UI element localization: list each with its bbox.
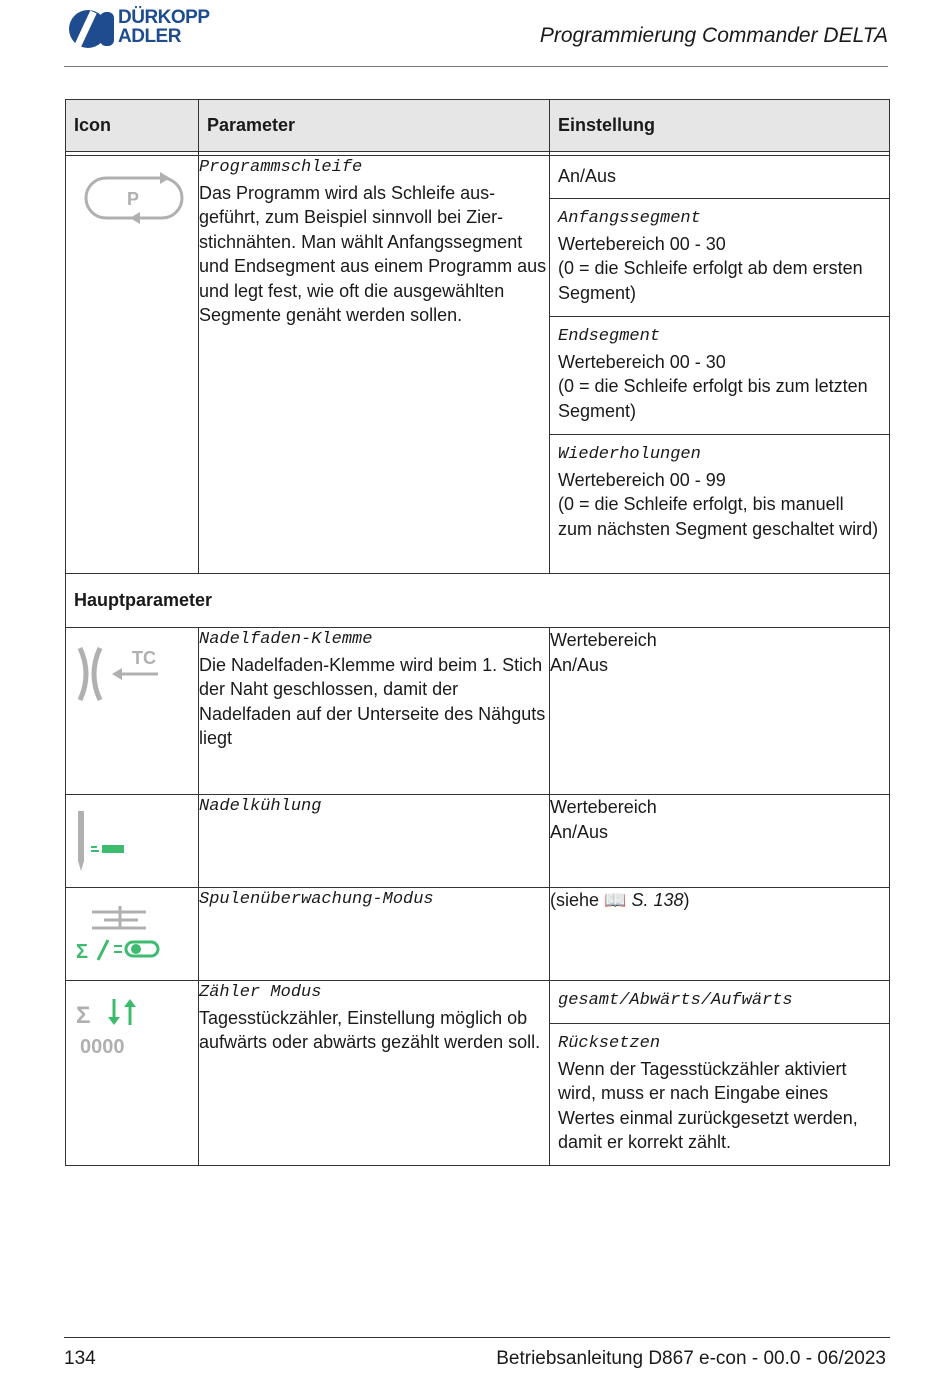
counter-reset-text: Wenn der Tagesstückzähler aktiviert wird, muss er nach Eingabe eines Wertes einmal zurückgesetzt werden, damit er korrekt zählt. <box>558 1058 858 1152</box>
book-icon: 📖 <box>604 890 627 910</box>
counter-reset-title: Rücksetzen <box>558 1034 661 1053</box>
loop-onoff <box>550 156 889 199</box>
header-icon: Icon <box>66 100 199 152</box>
thread-clamp-icon <box>76 644 176 704</box>
clamp-setting-cell <box>550 628 890 795</box>
loop-onoff-text: An/Aus <box>558 166 617 186</box>
table-row <box>66 628 890 795</box>
cooling-name: Nadelkühlung <box>199 797 322 816</box>
loop-start-segment <box>550 199 889 317</box>
page-header-title: Programmierung Commander DELTA <box>539 24 888 47</box>
header-parameter: Parameter <box>199 100 550 152</box>
clamp-parameter-cell <box>199 628 550 795</box>
loop-repetitions <box>550 435 889 547</box>
bobbin-parameter-cell <box>199 888 550 981</box>
cooling-parameter-cell <box>199 795 550 888</box>
header-divider <box>64 66 888 67</box>
counter-mode-icon <box>76 997 166 1057</box>
clamp-setting-onoff: An/Aus <box>550 654 609 675</box>
counter-reset-setting <box>550 1024 889 1161</box>
section-title: Hauptparameter <box>66 574 890 628</box>
repetitions-note: (0 = die Schleife erfolgt, bis manuell zum nächsten Segment geschaltet wird) <box>558 494 879 539</box>
counter-description: Tagesstückzähler, Einstellung möglich ob aufwärts oder abwärts gezählt werden soll. <box>199 1007 541 1052</box>
cooling-setting-onoff: An/Aus <box>550 821 609 842</box>
end-segment-note: (0 = die Schleife erfolgt bis zum letzten Segment) <box>558 376 868 421</box>
repetitions-title: Wiederholungen <box>558 445 701 464</box>
parameter-table <box>65 99 890 1166</box>
cooling-setting-cell <box>550 795 890 888</box>
loop-description: Das Programm wird als Schleife ausgeführt, zum Beispiel sinnvoll bei Zierstichnähten. Man wählt Anfangssegment und Endsegment aus einem Programm aus und legt fest, wie oft die ausgewählten Segmente genäht werden sollen. <box>199 182 547 325</box>
page-number: 134 <box>64 1348 96 1369</box>
table-row <box>66 888 890 981</box>
end-segment-title: Endsegment <box>558 327 661 346</box>
needle-cooling-icon <box>74 811 134 875</box>
table-header-row <box>66 100 890 152</box>
table-row <box>66 156 890 574</box>
program-loop-icon <box>76 168 192 228</box>
bobbin-setting-cell <box>550 888 890 981</box>
loop-icon-cell <box>66 156 199 574</box>
brand-name <box>118 8 210 46</box>
cooling-setting-range: Wertebereich <box>550 797 657 817</box>
counter-mode-title: gesamt/Abwärts/Aufwärts <box>558 991 793 1010</box>
loop-name: Programmschleife <box>199 158 363 177</box>
svg-text:Σ: Σ <box>76 1002 91 1029</box>
clamp-icon-cell <box>66 628 199 795</box>
loop-setting-cell <box>550 156 890 574</box>
section-row <box>66 574 890 628</box>
svg-text:Σ: Σ <box>76 941 89 963</box>
clamp-setting-range: Wertebereich <box>550 630 657 650</box>
clamp-name: Nadelfaden-Klemme <box>199 630 373 649</box>
start-segment-title: Anfangssegment <box>558 209 701 228</box>
start-segment-note: (0 = die Schleife erfolgt ab dem ersten Segment) <box>558 258 863 303</box>
clamp-description: Die Nadelfaden-Klemme wird beim 1. Stich der Naht geschlossen, damit der Nadelfaden auf der Unterseite des Nähguts liegt <box>199 654 546 748</box>
bobbin-ref-suffix: ) <box>683 890 690 910</box>
clamp-icon-label: TC <box>132 648 156 668</box>
start-segment-range: Wertebereich 00 - 30 <box>558 233 726 254</box>
bobbin-icon-cell <box>66 888 199 981</box>
loop-end-segment <box>550 317 889 435</box>
bobbin-name: Spulenüberwachung-Modus <box>199 890 434 909</box>
table-row <box>66 981 890 1166</box>
counter-parameter-cell <box>199 981 550 1166</box>
document-reference: Betriebsanleitung D867 e-con - 00.0 - 06/2023 <box>496 1348 886 1369</box>
footer-divider <box>64 1337 890 1338</box>
loop-parameter-cell <box>199 156 550 574</box>
counter-name: Zähler Modus <box>199 983 322 1002</box>
counter-icon-digits: 0000 <box>80 1036 125 1057</box>
loop-icon-letter: P <box>127 189 140 209</box>
brand-line-1: DÜRKOPP <box>118 7 210 28</box>
table-row <box>66 795 890 888</box>
brand-line-2: ADLER <box>118 26 181 47</box>
counter-mode-setting <box>550 981 889 1024</box>
counter-setting-cell <box>550 981 890 1166</box>
counter-icon-cell <box>66 981 199 1166</box>
end-segment-range: Wertebereich 00 - 30 <box>558 351 726 372</box>
bobbin-page-reference[interactable]: S. 138 <box>631 890 684 910</box>
bobbin-ref-prefix: (siehe <box>550 890 600 910</box>
header-setting: Einstellung <box>550 100 890 152</box>
bobbin-monitoring-icon <box>74 904 174 966</box>
cooling-icon-cell <box>66 795 199 888</box>
repetitions-range: Wertebereich 00 - 99 <box>558 469 726 490</box>
